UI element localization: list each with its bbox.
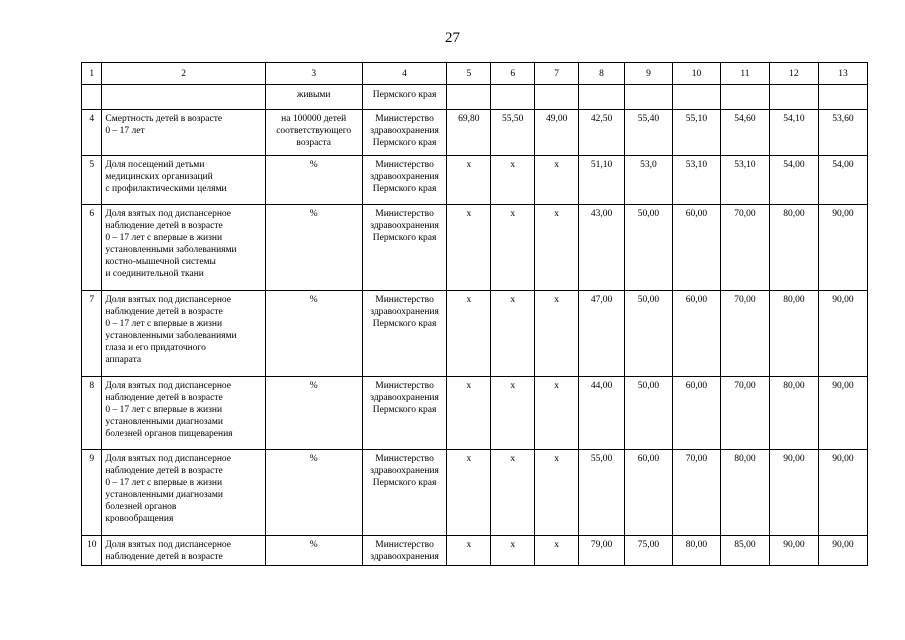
responsible-body: Министерство здравоохранения Пермского края xyxy=(362,156,447,205)
continuation-cell xyxy=(672,85,720,110)
value-cell: 70,00 xyxy=(672,450,720,536)
table-row xyxy=(82,377,868,450)
indicator-name: Доля взятых под диспансерное наблюдение детей в возрасте 0 – 17 лет с впервые в жизни установленными заболеваниями глаза и его придаточного аппарата xyxy=(102,291,265,377)
header-cell: 7 xyxy=(535,63,579,85)
responsible-body: Министерство здравоохранения Пермского края xyxy=(362,377,447,450)
row-number: 10 xyxy=(82,536,102,566)
value-cell: 70,00 xyxy=(720,377,769,450)
indicators-table xyxy=(81,62,868,566)
indicator-name: Доля посещений детьми медицинских организаций с профилактическими целями xyxy=(102,156,265,205)
value-cell: 50,00 xyxy=(625,291,673,377)
value-cell: 53,10 xyxy=(672,156,720,205)
value-cell: x xyxy=(535,156,579,205)
value-cell: 60,00 xyxy=(672,291,720,377)
table-row xyxy=(82,536,868,566)
value-cell: x xyxy=(447,536,491,566)
header-cell: 8 xyxy=(579,63,625,85)
header-cell: 12 xyxy=(769,63,818,85)
value-cell: x xyxy=(535,450,579,536)
value-cell: 80,00 xyxy=(769,291,818,377)
continuation-cell xyxy=(447,85,491,110)
row-number: 9 xyxy=(82,450,102,536)
value-cell: x xyxy=(447,205,491,291)
row-number: 5 xyxy=(82,156,102,205)
continuation-cell xyxy=(82,85,102,110)
page-number: 27 xyxy=(445,30,460,46)
responsible-body: Министерство здравоохранения Пермского края xyxy=(362,110,447,156)
header-cell: 13 xyxy=(818,63,867,85)
value-cell: 44,00 xyxy=(579,377,625,450)
value-cell: 80,00 xyxy=(672,536,720,566)
value-cell: 90,00 xyxy=(818,450,867,536)
value-cell: 54,00 xyxy=(818,156,867,205)
header-cell: 3 xyxy=(265,63,362,85)
value-cell: 50,00 xyxy=(625,377,673,450)
continuation-responsible: Пермского края xyxy=(362,85,447,110)
header-cell: 10 xyxy=(672,63,720,85)
table-row xyxy=(82,110,868,156)
value-cell: 90,00 xyxy=(818,377,867,450)
value-cell: 70,00 xyxy=(720,205,769,291)
value-cell: 90,00 xyxy=(818,291,867,377)
value-cell: 80,00 xyxy=(720,450,769,536)
value-cell: 69,80 xyxy=(447,110,491,156)
header-cell: 1 xyxy=(82,63,102,85)
continuation-cell xyxy=(818,85,867,110)
header-cell: 6 xyxy=(491,63,535,85)
value-cell: 90,00 xyxy=(769,536,818,566)
value-cell: x xyxy=(447,450,491,536)
header-cell: 2 xyxy=(102,63,265,85)
indicator-name: Доля взятых под диспансерное наблюдение детей в возрасте xyxy=(102,536,265,566)
table-row xyxy=(82,156,868,205)
value-cell: x xyxy=(535,291,579,377)
continuation-cell xyxy=(625,85,673,110)
continuation-unit: живыми xyxy=(265,85,362,110)
continuation-cell xyxy=(579,85,625,110)
row-number: 7 xyxy=(82,291,102,377)
indicator-name: Доля взятых под диспансерное наблюдение детей в возрасте 0 – 17 лет с впервые в жизни установленными диагнозами болезней органов пищеварения xyxy=(102,377,265,450)
unit-of-measure: % xyxy=(265,205,362,291)
value-cell: 54,60 xyxy=(720,110,769,156)
value-cell: 42,50 xyxy=(579,110,625,156)
responsible-body: Министерство здравоохранения Пермского края xyxy=(362,205,447,291)
value-cell: 55,10 xyxy=(672,110,720,156)
value-cell: 54,00 xyxy=(769,156,818,205)
value-cell: 70,00 xyxy=(720,291,769,377)
unit-of-measure: % xyxy=(265,156,362,205)
value-cell: 60,00 xyxy=(672,377,720,450)
row-number: 4 xyxy=(82,110,102,156)
value-cell: 53,0 xyxy=(625,156,673,205)
row-number: 8 xyxy=(82,377,102,450)
unit-of-measure: % xyxy=(265,536,362,566)
continuation-row xyxy=(82,85,868,110)
table-row xyxy=(82,205,868,291)
value-cell: x xyxy=(447,377,491,450)
value-cell: 60,00 xyxy=(672,205,720,291)
value-cell: 55,40 xyxy=(625,110,673,156)
value-cell: x xyxy=(491,450,535,536)
value-cell: 50,00 xyxy=(625,205,673,291)
value-cell: x xyxy=(535,377,579,450)
row-number: 6 xyxy=(82,205,102,291)
value-cell: 53,10 xyxy=(720,156,769,205)
continuation-cell xyxy=(491,85,535,110)
responsible-body: Министерство здравоохранения Пермского края xyxy=(362,291,447,377)
indicator-name: Доля взятых под диспансерное наблюдение детей в возрасте 0 – 17 лет с впервые в жизни установленными заболеваниями костно-мышечной системы и соединительной ткани xyxy=(102,205,265,291)
value-cell: 54,10 xyxy=(769,110,818,156)
value-cell: x xyxy=(491,377,535,450)
continuation-cell xyxy=(720,85,769,110)
indicator-name: Смертность детей в возрасте 0 – 17 лет xyxy=(102,110,265,156)
value-cell: x xyxy=(491,291,535,377)
value-cell: 90,00 xyxy=(769,450,818,536)
value-cell: x xyxy=(447,156,491,205)
continuation-cell xyxy=(769,85,818,110)
value-cell: x xyxy=(535,205,579,291)
header-cell: 9 xyxy=(625,63,673,85)
header-cell: 5 xyxy=(447,63,491,85)
header-cell: 11 xyxy=(720,63,769,85)
value-cell: x xyxy=(491,205,535,291)
value-cell: 53,60 xyxy=(818,110,867,156)
header-cell: 4 xyxy=(362,63,447,85)
value-cell: x xyxy=(447,291,491,377)
table-row xyxy=(82,450,868,536)
value-cell: 79,00 xyxy=(579,536,625,566)
value-cell: 85,00 xyxy=(720,536,769,566)
value-cell: 60,00 xyxy=(625,450,673,536)
value-cell: 49,00 xyxy=(535,110,579,156)
responsible-body: Министерство здравоохранения xyxy=(362,536,447,566)
value-cell: 55,50 xyxy=(491,110,535,156)
responsible-body: Министерство здравоохранения Пермского края xyxy=(362,450,447,536)
value-cell: x xyxy=(535,536,579,566)
continuation-cell xyxy=(102,85,265,110)
unit-of-measure: % xyxy=(265,377,362,450)
table-row xyxy=(82,291,868,377)
continuation-cell xyxy=(535,85,579,110)
unit-of-measure: на 100000 детей соответствующего возраста xyxy=(265,110,362,156)
value-cell: 43,00 xyxy=(579,205,625,291)
unit-of-measure: % xyxy=(265,291,362,377)
value-cell: 47,00 xyxy=(579,291,625,377)
value-cell: 90,00 xyxy=(818,205,867,291)
value-cell: 90,00 xyxy=(818,536,867,566)
value-cell: 51,10 xyxy=(579,156,625,205)
value-cell: x xyxy=(491,536,535,566)
indicator-name: Доля взятых под диспансерное наблюдение детей в возрасте 0 – 17 лет с впервые в жизни установленными диагнозами болезней органов кровообращения xyxy=(102,450,265,536)
value-cell: 55,00 xyxy=(579,450,625,536)
unit-of-measure: % xyxy=(265,450,362,536)
value-cell: 75,00 xyxy=(625,536,673,566)
value-cell: 80,00 xyxy=(769,205,818,291)
value-cell: 80,00 xyxy=(769,377,818,450)
value-cell: x xyxy=(491,156,535,205)
header-row xyxy=(82,63,868,85)
